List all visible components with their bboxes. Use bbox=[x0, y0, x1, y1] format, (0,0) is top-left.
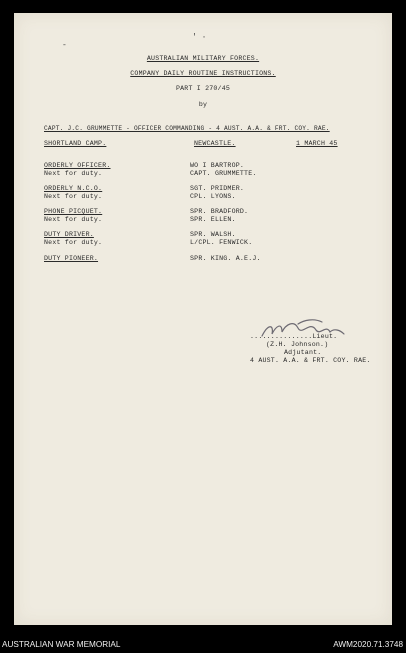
signatory-title: Adjutant. bbox=[284, 349, 322, 356]
duty-next: SPR. ELLEN. bbox=[190, 216, 236, 223]
corner-mark: - bbox=[62, 41, 67, 50]
camp-name: SHORTLAND CAMP. bbox=[44, 140, 107, 147]
duty-role: ORDERLY OFFICER. bbox=[44, 162, 111, 169]
document-date: 1 MARCH 45 bbox=[296, 140, 338, 147]
document-subtitle: COMPANY DAILY ROUTINE INSTRUCTIONS. bbox=[130, 70, 276, 77]
document-page bbox=[14, 13, 392, 625]
duty-assigned: WO I BARTROP. bbox=[190, 162, 245, 169]
duty-next: L/CPL. FENWICK. bbox=[190, 239, 253, 246]
duty-assigned: SPR. BRADFORD. bbox=[190, 208, 249, 215]
city-name: NEWCASTLE. bbox=[194, 140, 236, 147]
document-title: AUSTRALIAN MILITARY FORCES. bbox=[146, 55, 260, 62]
part-number: PART I 270/45 bbox=[175, 85, 231, 92]
duty-next: CPL. LYONS. bbox=[190, 193, 236, 200]
duty-role: DUTY PIONEER. bbox=[44, 255, 99, 262]
duty-role: ORDERLY N.C.O. bbox=[44, 185, 103, 192]
next-for-duty-label: Next for duty. bbox=[44, 170, 103, 177]
next-for-duty-label: Next for duty. bbox=[44, 239, 103, 246]
duty-role: PHONE PICQUET. bbox=[44, 208, 103, 215]
signatory-name: (Z.H. Johnson.) bbox=[266, 341, 329, 348]
duty-next: CAPT. GRUMMETTE. bbox=[190, 170, 257, 177]
top-marks: ' · bbox=[192, 33, 207, 42]
commander-line: CAPT. J.C. GRUMMETTE - OFFICER COMMANDING - 4 AUST. A.A. & FRT. COY. RAE. bbox=[44, 125, 330, 132]
by-label: by bbox=[198, 101, 208, 108]
signature-line: ...............Lieut. bbox=[250, 333, 338, 340]
duty-assigned: SPR. KING. A.E.J. bbox=[190, 255, 261, 262]
signatory-unit: 4 AUST. A.A. & FRT. COY. RAE. bbox=[250, 357, 371, 364]
archive-credit: AUSTRALIAN WAR MEMORIAL bbox=[2, 640, 121, 649]
next-for-duty-label: Next for duty. bbox=[44, 193, 103, 200]
duty-role: DUTY DRIVER. bbox=[44, 231, 94, 238]
duty-assigned: SPR. WALSH. bbox=[190, 231, 236, 238]
next-for-duty-label: Next for duty. bbox=[44, 216, 103, 223]
accession-number: AWM2020.71.3748 bbox=[333, 640, 403, 649]
duty-assigned: SGT. PRIDMER. bbox=[190, 185, 245, 192]
